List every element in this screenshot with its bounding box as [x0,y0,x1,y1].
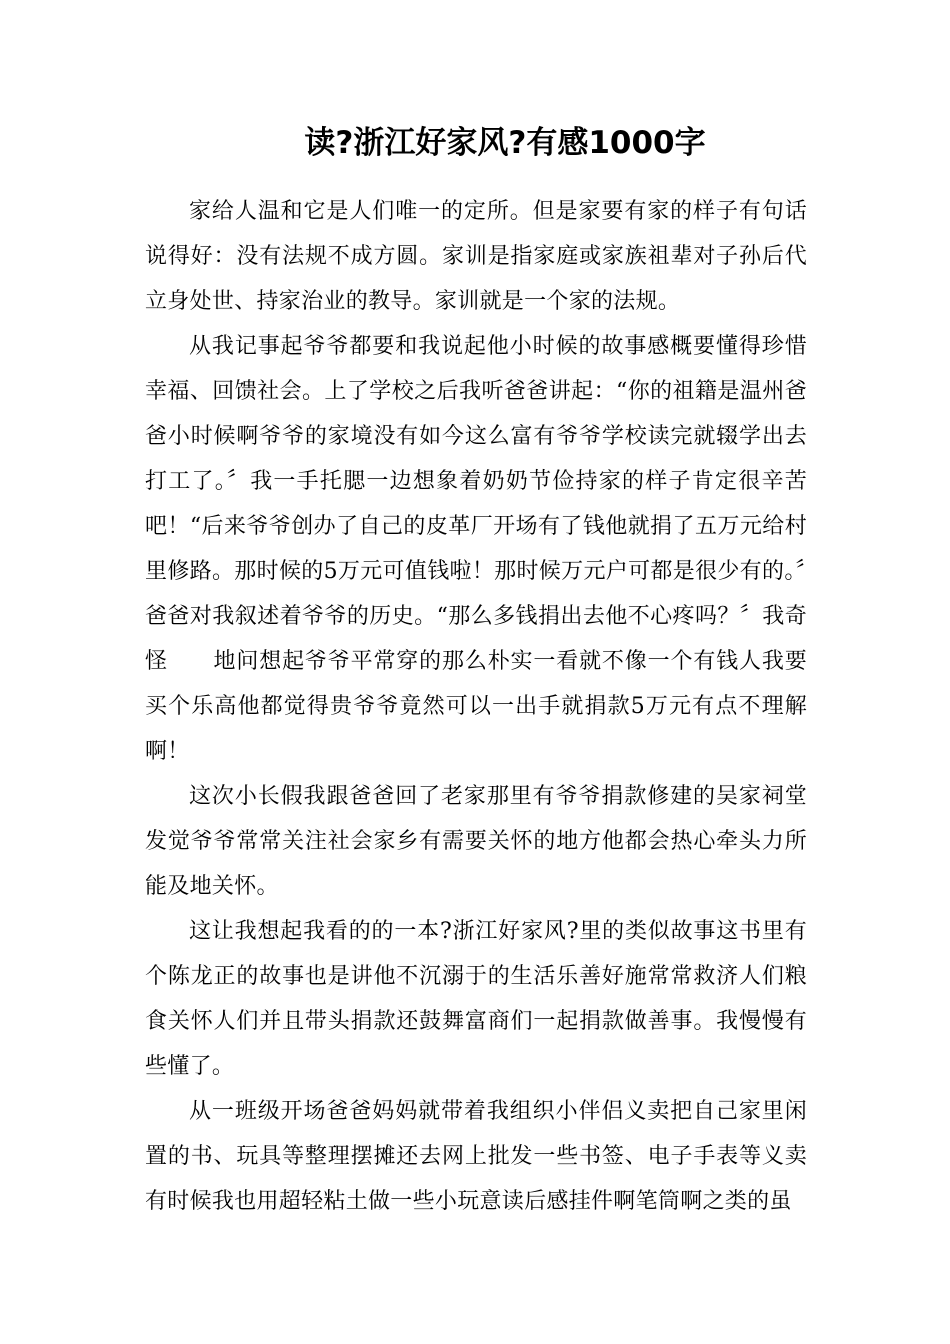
document-title: 读?浙江好家风?有感1000字 [304,125,706,161]
paragraph-2: 从我记事起爷爷都要和我说起他小时候的故事感概要懂得珍惜幸福、回馈社会。上了学校之后我听爸爸讲起：“你的祖籍是温州爸爸小时候啊爷爷的家境没有如今这么富有爷爷学校读完就辍学出去打工了。〞我一手托腮一边想象着奶奶节俭持家的样子肯定很辛苦吧！“后来爷爷创办了自己的皮革厂开场有了钱他就捐了五万元给村里修路。那时候的5万元可值钱啦！那时候万元户可都是很少有的。〞爸爸对我叙述着爷爷的历史。“那么多钱捐出去他不心疼吗？〞我奇怪 地问想起爷爷平常穿的那么朴实一看就不像一个有钱人我要买个乐高他都觉得贵爷爷竟然可以一出手就捐款5万元有点不理解啊！ [145,334,807,764]
document-body [145,189,807,1224]
paragraph-4: 这让我想起我看的的一本?浙江好家风?里的类似故事这书里有个陈龙正的故事也是讲他不沉溺于的生活乐善好施常常救济人们粮食关怀人们并且带头捐款还鼓舞富商们一起捐款做善事。我慢慢有些懂了。 [145,919,807,1079]
paragraph-5: 从一班级开场爸爸妈妈就带着我组织小伴侣义卖把自己家里闲置的书、玩具等整理摆摊还去网上批发一些书签、电子手表等义卖有时候我也用超轻粘土做一些小玩意读后感挂件啊笔筒啊之类的虽 [145,1099,807,1214]
paragraph-1: 家给人温和它是人们唯一的定所。但是家要有家的样子有句话说得好：没有法规不成方圆。家训是指家庭或家族祖辈对子孙后代立身处世、持家治业的教导。家训就是一个家的法规。 [145,199,807,314]
paragraph-3: 这次小长假我跟爸爸回了老家那里有爷爷捐款修建的吴家祠堂发觉爷爷常常关注社会家乡有需要关怀的地方他都会热心牵头力所能及地关怀。 [145,784,807,899]
